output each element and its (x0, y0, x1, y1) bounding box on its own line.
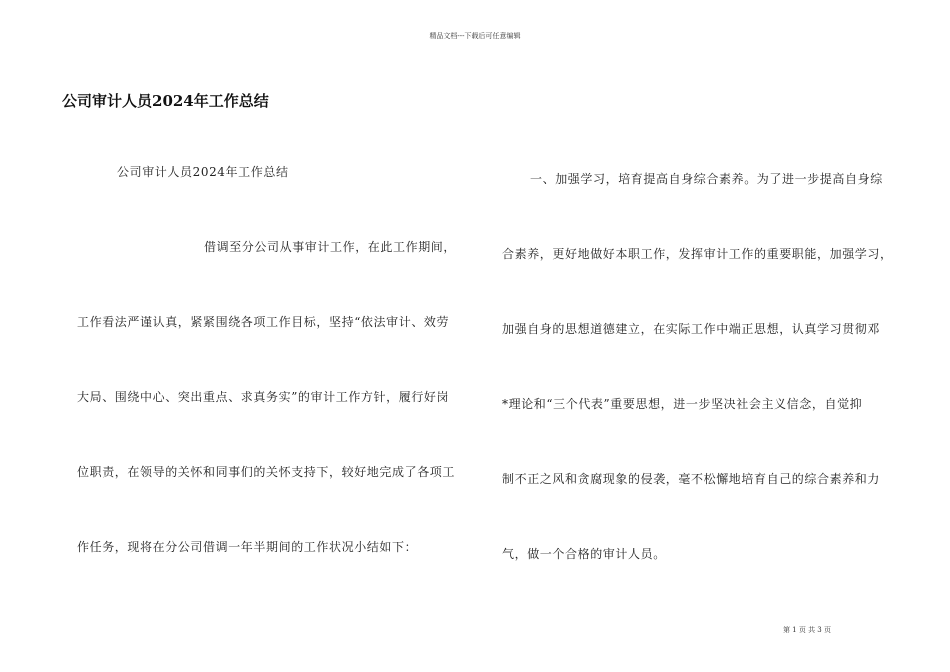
right-line-6: 气，做一个合格的审计人员。 (502, 547, 666, 561)
left-line-1: 公司审计人员2024年工作总结 (117, 165, 289, 179)
header-note: 精品文档---下载后可任意编辑 (429, 32, 521, 40)
document-title: 公司审计人员2024年工作总结 (62, 92, 269, 110)
right-line-4: *理论和“三个代表”重要思想，进一步坚决社会主义信念，自觉抑 (502, 397, 863, 411)
left-line-3: 工作看法严谨认真，紧紧围绕各项工作目标，坚持“依法审计、效劳 (77, 315, 450, 329)
right-line-2: 合素养，更好地做好本职工作，发挥审计工作的重要职能，加强学习， (502, 247, 893, 261)
left-line-5: 位职责，在领导的关怀和同事们的关怀支持下，较好地完成了各项工 (77, 465, 456, 479)
left-line-4: 大局、围绕中心、突出重点、求真务实”的审计工作方针，履行好岗 (77, 390, 450, 404)
left-line-2: 借调至分公司从事审计工作，在此工作期间， (204, 240, 457, 254)
page-number: 第 1 页 共 3 页 (782, 626, 831, 634)
right-column (475, 0, 950, 672)
right-line-3: 加强自身的思想道德建立，在实际工作中端正思想，认真学习贯彻邓 (502, 322, 881, 336)
right-line-5: 制不正之风和贪腐现象的侵袭，毫不松懈地培育自己的综合素养和力 (502, 472, 881, 486)
right-line-1: 一、加强学习，培育提高自身综合素养。为了进一步提高自身综 (530, 172, 883, 186)
left-line-6: 作任务，现将在分公司借调一年半期间的工作状况小结如下： (77, 540, 418, 554)
